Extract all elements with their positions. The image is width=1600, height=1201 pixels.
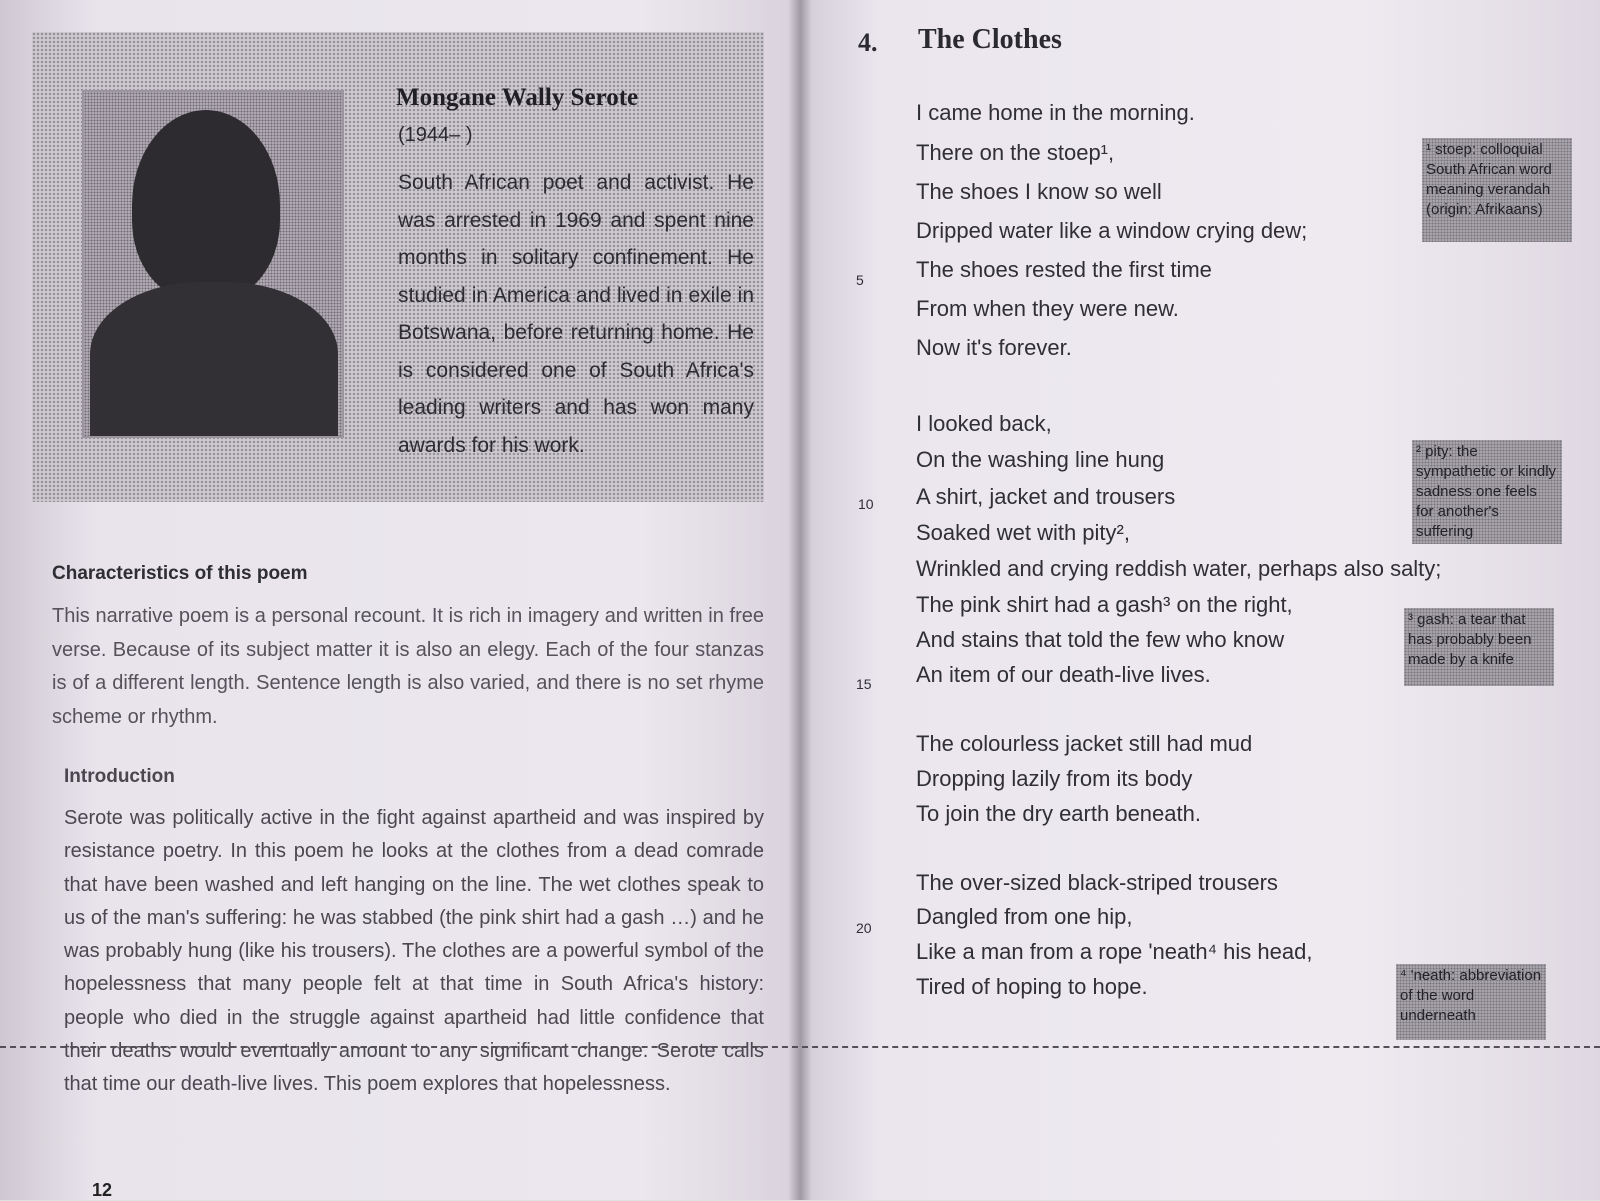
footnote-neath: ⁴ 'neath: abbreviation of the word underneath: [1396, 964, 1546, 1040]
line-number: 5: [856, 272, 864, 288]
fold-line-divider: [0, 1046, 1600, 1048]
poem-line: Dripped water like a window crying dew;: [916, 218, 1308, 243]
line-number: 10: [858, 496, 874, 512]
characteristics-heading: Characteristics of this poem: [52, 563, 308, 584]
page-number: 12: [92, 1180, 113, 1200]
poem-line: On the washing line hung: [916, 447, 1165, 472]
poem-line: Soaked wet with pity²,: [916, 520, 1130, 545]
poem-line: A shirt, jacket and trousers: [916, 484, 1176, 509]
poem-line: I looked back,: [916, 411, 1052, 436]
poem-line: An item of our death-live lives.: [916, 662, 1211, 687]
book-gutter: [788, 0, 812, 1200]
author-name: Mongane Wally Serote: [396, 84, 639, 111]
poem-line: From when they were new.: [916, 296, 1179, 321]
poem-line: To join the dry earth beneath.: [916, 801, 1201, 826]
poem-line: The shoes rested the first time: [916, 257, 1212, 282]
poem-line: The over-sized black-striped trousers: [916, 870, 1278, 895]
introduction-body: Serote was politically active in the fight against apartheid and was inspired by resistance poetry. In this poem he looks at the clothes from a dead comrade that have been washed and left hanging on the line. The wet clothes speak to us of the man's suffering: he was stabbed (the pink shirt had a gash …) and he was probably hung (like his trousers). The clothes are a powerful symbol of the hopelessness that many people felt at that time in South Africa's history: people who died in the struggle against apartheid had little confidence that their deaths would eventually amount to any significant change. Serote calls that time our death-live lives. This poem explores that hopelessness.: [64, 807, 764, 1096]
characteristics-body: This narrative poem is a personal recount. It is rich in imagery and written in free verse. Because of its subject matter it is also an elegy. Each of the four stanzas is of a different length. Sentence length is also varied, and there is no set rhyme scheme or rhythm.: [52, 605, 764, 728]
poem-line: Now it's forever.: [916, 335, 1072, 360]
poem-line: The pink shirt had a gash³ on the right,: [916, 592, 1293, 617]
poem-line: Like a man from a rope 'neath⁴ his head,: [916, 939, 1313, 964]
author-years: (1944– ): [398, 124, 473, 146]
line-number: 15: [856, 676, 872, 692]
poem-line: The colourless jacket still had mud: [916, 731, 1253, 756]
poem-line: I came home in the morning.: [916, 100, 1195, 125]
poem-number: 4.: [858, 28, 878, 57]
author-bio: South African poet and activist. He was arrested in 1969 and spent nine months in solitary confinement. He studied in America and lived in exile in Botswana, before returning home. He is considered one of South Africa's leading writers and has won many awards for his work.: [398, 171, 754, 457]
author-photo: [82, 90, 344, 438]
poem-line: There on the stoep¹,: [916, 140, 1115, 165]
poem-line: Dangled from one hip,: [916, 904, 1133, 929]
line-number: 20: [856, 920, 872, 936]
poem-line: Tired of hoping to hope.: [916, 974, 1148, 999]
poem-line: And stains that told the few who know: [916, 627, 1285, 652]
footnote-gash: ³ gash: a tear that has probably been made by a knife: [1404, 608, 1554, 686]
poem-line: Dropping lazily from its body: [916, 766, 1193, 791]
poem-line: Wrinkled and crying reddish water, perhaps also salty;: [916, 556, 1442, 581]
introduction-heading: Introduction: [64, 766, 175, 787]
poem-title: The Clothes: [918, 24, 1062, 55]
footnote-pity: ² pity: the sympathetic or kindly sadness one feels for another's suffering: [1412, 440, 1562, 544]
footnote-stoep: ¹ stoep: colloquial South African word meaning verandah (origin: Afrikaans): [1422, 138, 1572, 242]
poem-line: The shoes I know so well: [916, 179, 1162, 204]
